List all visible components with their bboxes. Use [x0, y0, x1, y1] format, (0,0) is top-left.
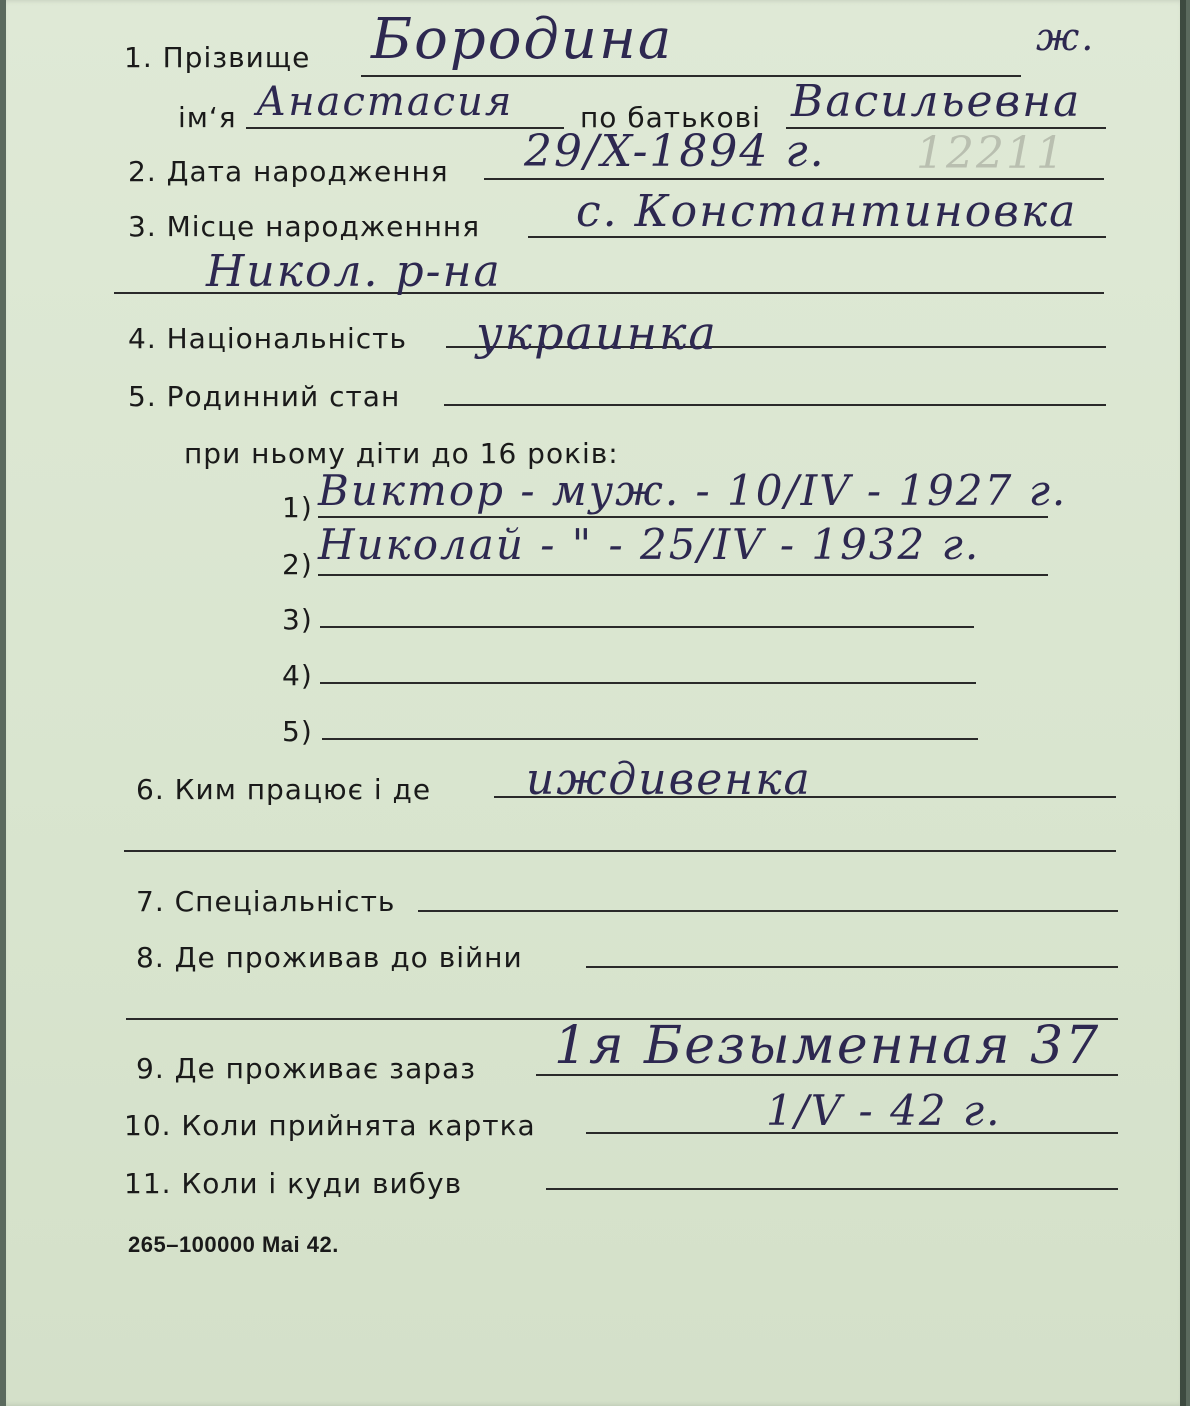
- child-line-1: [318, 516, 1048, 518]
- specialty-label: 7. Спеціальність: [136, 885, 396, 918]
- child-line-4: [320, 682, 976, 684]
- children-label: при ньому діти до 16 років:: [184, 437, 619, 470]
- card-value: 1/V - 42 г.: [766, 1086, 1002, 1135]
- work-label: 6. Ким працює і де: [136, 773, 432, 806]
- birthplace-label: 3. Місце народженння: [128, 210, 481, 243]
- birthplace-value1: с. Константиновка: [576, 186, 1078, 237]
- work-value: иждивенка: [526, 754, 812, 805]
- card-label: 10. Коли прийнята картка: [124, 1109, 536, 1142]
- child-num-4: 4): [282, 659, 313, 692]
- specialty-line: [418, 910, 1118, 912]
- birthdate-value: 29/X-1894 г.: [524, 126, 826, 177]
- surname-label: 1. Прізвище: [124, 41, 311, 74]
- birthdate-label: 2. Дата народження: [128, 155, 449, 188]
- work-line-2: [124, 850, 1116, 852]
- registry-number: 12211: [916, 128, 1066, 179]
- child-line-2: [318, 574, 1048, 576]
- printer-imprint: 265–100000 Mai 42.: [128, 1232, 339, 1257]
- current-label: 9. Де проживає зараз: [136, 1052, 477, 1085]
- prewar-label: 8. Де проживав до війни: [136, 941, 523, 974]
- child-line-3: [320, 626, 974, 628]
- marital-line: [444, 404, 1106, 406]
- prewar-line: [586, 966, 1118, 968]
- child-num-2: 2): [282, 548, 313, 581]
- left-label: 11. Коли і куди вибув: [124, 1167, 463, 1200]
- name-value: Анастасия: [256, 79, 514, 125]
- marital-label: 5. Родинний стан: [128, 380, 401, 413]
- nationality-value: украинка: [476, 306, 718, 360]
- patronymic-label: по батькові: [580, 101, 761, 134]
- name-line: [246, 127, 564, 129]
- left-line: [546, 1188, 1118, 1190]
- child-line-5: [322, 738, 978, 740]
- gender-mark: ж.: [1036, 15, 1096, 59]
- name-label: ім‘я: [178, 101, 237, 134]
- child-value-1: Виктор - муж. - 10/IV - 1927 г.: [318, 466, 1068, 515]
- card-edge-shadow: [1180, 0, 1186, 1406]
- child-num-1: 1): [282, 491, 313, 524]
- surname-value: Бородина: [371, 7, 674, 72]
- current-value: 1я Безыменная 37: [554, 1016, 1101, 1076]
- child-value-2: Николай - " - 25/IV - 1932 г.: [318, 520, 981, 569]
- birthplace-value2: Никол. р-на: [206, 246, 502, 297]
- registration-card: [6, 0, 1186, 1406]
- child-num-3: 3): [282, 603, 313, 636]
- child-num-5: 5): [282, 715, 313, 748]
- patronymic-value: Васильевна: [791, 76, 1082, 127]
- nationality-label: 4. Національність: [128, 322, 407, 355]
